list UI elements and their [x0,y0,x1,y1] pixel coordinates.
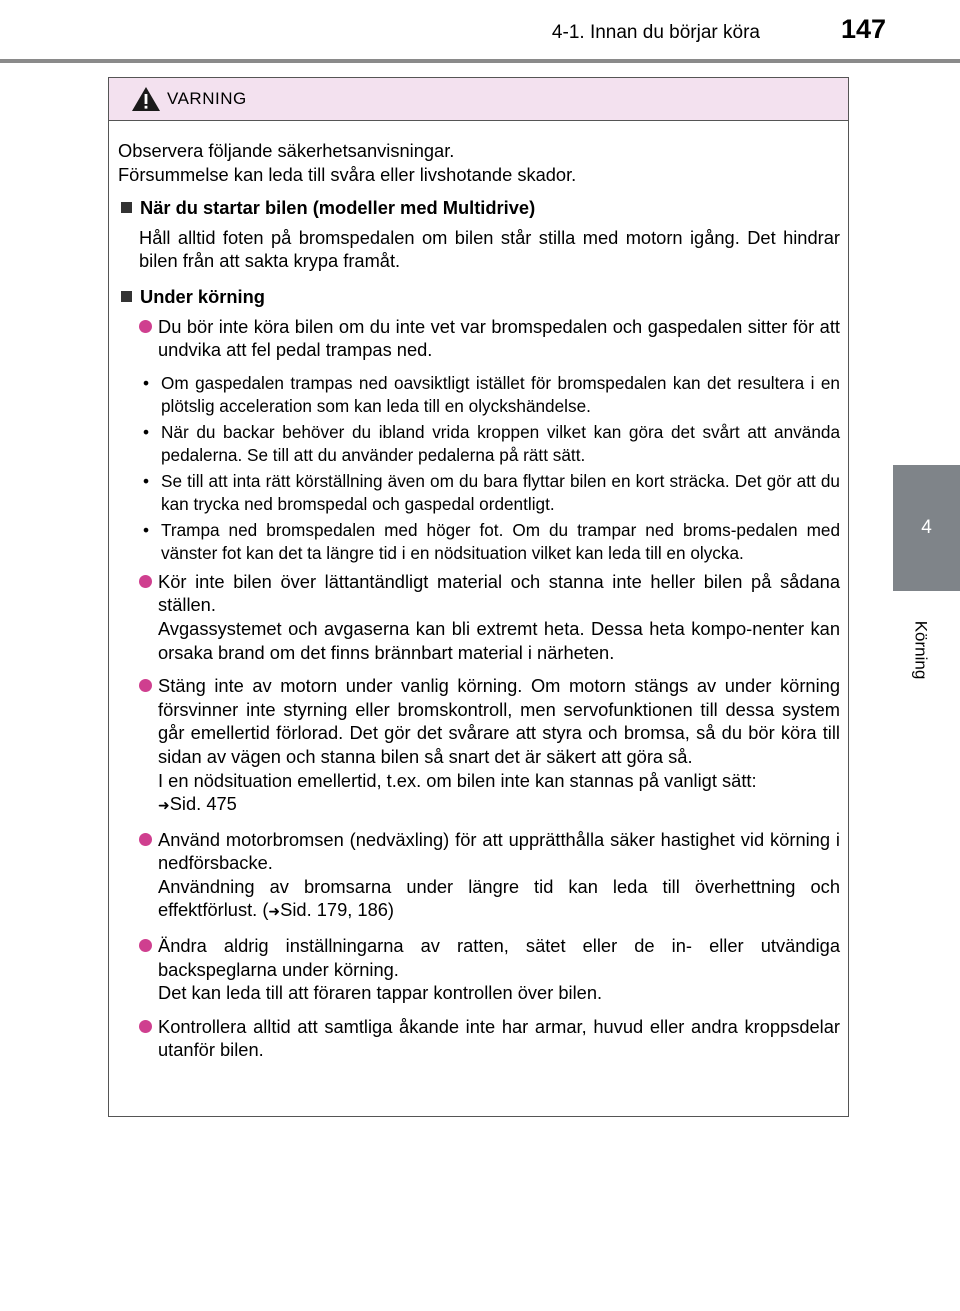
warning-triangle-icon [131,86,161,112]
list-item [139,315,840,362]
page-reference [158,792,840,818]
paragraph: Använd motorbromsen (nedväxling) för att upprätthålla säker hastighet vid körning i nedförsbacke. [158,828,840,874]
list-item [139,674,840,818]
arrow-right-icon: ➜ [268,903,281,920]
list-item-text [158,828,840,924]
page-reference-text: Sid. 179, 186) [280,899,394,921]
round-bullet-icon [139,679,152,692]
chapter-label: Körning [910,620,930,680]
paragraph: Stäng inte av motorn under vanlig körning. Om motorn stängs av under körning försvinner inte styrning eller bromskontroll, men servofunktionen till dessa system går emellertid förlorad. Det gör det svårare att styra och bromsa, så du bör köra till sidan av vägen och stanna bilen så snart det är säkert att göra så. [158,675,840,767]
list-item-text [158,570,840,664]
paragraph [158,875,840,924]
small-bullet-icon: • [143,519,150,540]
sub-list-item-text: Om gaspedalen trampas ned oavsiktligt istället för bromspedalen kan det resultera i en plötslig acceleration som kan leda till en olyckshändelse. [161,372,840,417]
section-heading-text: Under körning [140,285,265,307]
sub-list-item-text: När du backar behöver du ibland vrida kroppen vilket kan göra det svårt att använda pedalerna. Se till att du använder pedalerna på rätt sätt. [161,421,840,466]
list-item-text [158,934,840,1005]
round-bullet-icon [139,1020,152,1033]
list-item [139,828,840,924]
small-bullet-icon: • [143,421,150,442]
chapter-number: 4 [921,517,932,538]
header-section-title: 4-1. Innan du börjar köra [551,22,760,43]
square-bullet-icon [121,202,132,213]
list-item [139,570,840,664]
list-item [139,934,840,1005]
section-heading [118,285,840,309]
arrow-right-icon: ➜ [158,797,170,814]
sub-list [139,372,840,566]
warning-intro [118,139,840,186]
round-bullet-icon [139,320,152,333]
square-bullet-icon [121,291,132,302]
list-item-text [158,674,840,818]
list-item-text: Du bör inte köra bilen om du inte vet var bromspedalen och gaspedalen sitter för att undvika att fel pedal trampas ned. [158,315,840,361]
header-rule [0,59,960,63]
section-heading [118,196,840,220]
chapter-tab [893,465,960,591]
intro-line-1: Observera följande säkerhetsanvisningar. [118,140,455,161]
paragraph: Kör inte bilen över lättantändligt material och stanna inte heller bilen på sådana ställen. [158,570,840,616]
list-item-text: Kontrollera alltid att samtliga åkande inte har armar, huvud eller andra kroppsdelar utanför bilen. [158,1015,840,1061]
warning-title: VARNING [167,89,247,108]
sub-list-item [139,519,840,566]
warning-body [109,121,848,1062]
paragraph: Ändra aldrig inställningarna av ratten, sätet eller de in- eller utvändiga backspeglarna under körning. [158,935,840,980]
small-bullet-icon: • [143,372,150,393]
page-reference-text: Sid. 475 [169,793,237,815]
warning-header [109,78,848,121]
paragraph: Avgassystemet och avgaserna kan bli extremt heta. Dessa heta kompo-nenter kan orsaka brand om det finns brännbart material i närheten. [158,617,840,663]
round-bullet-icon [139,939,152,952]
chapter-label-container [880,610,960,690]
section-text: Håll alltid foten på bromspedalen om bilen står stilla med motorn igång. Det hindrar bilen från att sakta krypa framåt. [139,226,840,272]
sub-list-item-text: Se till att inta rätt körställning även om du bara flyttar bilen en kort sträcka. Det gör att du kan trycka ned bromspedal och gaspedal ordentligt. [161,470,840,515]
small-bullet-icon: • [143,470,150,491]
paragraph: Det kan leda till att föraren tappar kontrollen över bilen. [158,982,603,1004]
round-bullet-icon [139,575,152,588]
section-starting [118,196,840,273]
section-heading-text: När du startar bilen (modeller med Multidrive) [140,197,536,219]
page-number: 147 [840,14,886,44]
sub-list-item-text: Trampa ned bromspedalen med höger fot. Om du trampar ned broms-pedalen med vänster fot kan det ta längre tid i en nödsituation vilket kan leda till en olycka. [161,519,840,564]
round-bullet-icon [139,833,152,846]
intro-line-2: Försummelse kan leda till svåra eller livshotande skador. [118,163,577,185]
section-driving [118,285,840,1062]
sub-list-item [139,421,840,468]
paragraph: I en nödsituation emellertid, t.ex. om bilen inte kan stannas på vanligt sätt: [158,769,757,791]
sub-list-item [139,470,840,517]
sub-list-item [139,372,840,419]
paragraph-text: Användning av bromsarna under längre tid kan leda till överhettning och effektförlust. ( [158,875,840,921]
warning-box [108,77,849,1117]
list-item [139,1015,840,1062]
